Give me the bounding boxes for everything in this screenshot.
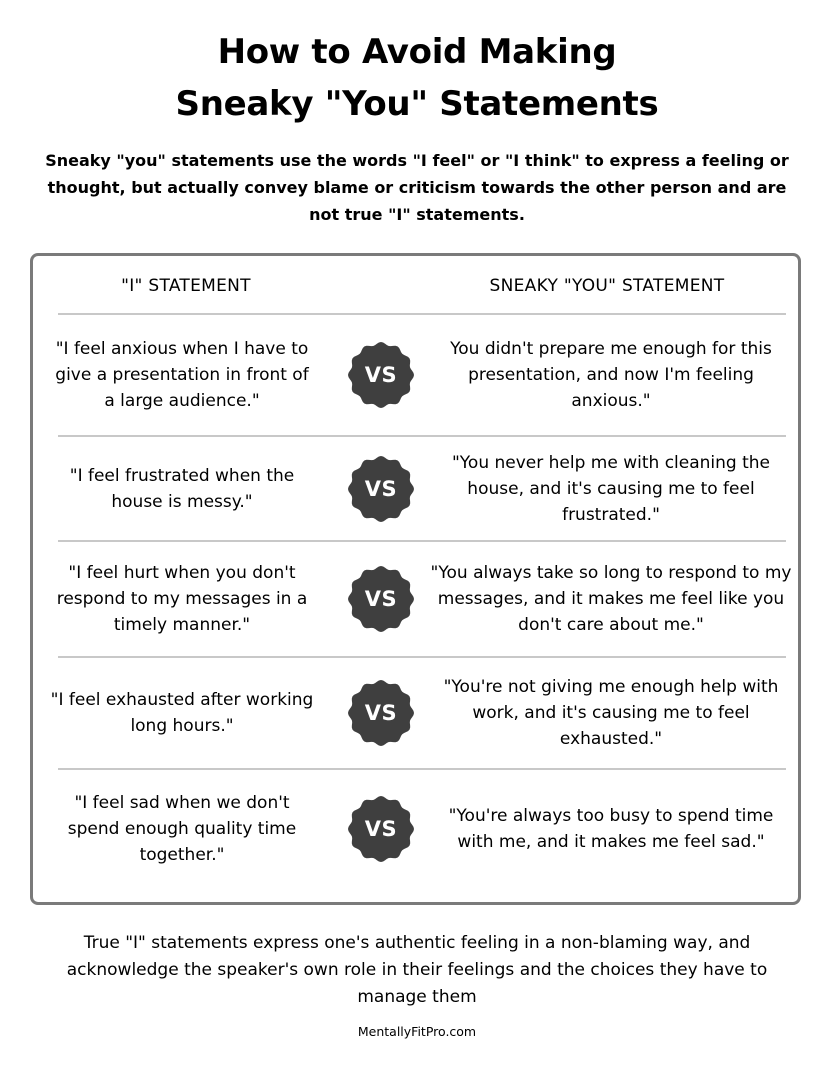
sneaky-you-statement: "You always take so long to respond to my messages, and it makes me feel like you don't care about me." bbox=[430, 563, 792, 635]
intro-description: Sneaky "you" statements use the words "I feel" or "I think" to express a feeling or thought, but actually convey blame or criticism towards the other person and are not true "I" statements. bbox=[45, 151, 789, 224]
sneaky-you-statement: "You never help me with cleaning the house, and it's causing me to feel frustrated." bbox=[451, 452, 771, 525]
vs-label: VS bbox=[364, 476, 398, 501]
i-statement: "I feel frustrated when the house is messy." bbox=[69, 465, 295, 512]
site-credit: MentallyFitPro.com bbox=[357, 1024, 477, 1039]
i-statement: "I feel hurt when you don't respond to my messages in a timely manner." bbox=[56, 563, 308, 635]
comparison-row bbox=[0, 542, 834, 656]
i-statement: "I feel anxious when I have to give a presentation in front of a large audience." bbox=[55, 339, 309, 411]
comparison-row bbox=[0, 315, 834, 435]
comparison-row bbox=[0, 658, 834, 768]
i-statement: "I feel exhausted after working long hours." bbox=[50, 690, 314, 736]
title-line-2: Sneaky "You" Statements bbox=[175, 84, 659, 124]
sneaky-you-statement: "You're always too busy to spend time with me, and it makes me feel sad." bbox=[448, 806, 774, 852]
page-title bbox=[0, 26, 834, 130]
footer-note: True "I" statements express one's authentic feeling in a non-blaming way, and acknowledge the speaker's own role in their feelings and the choices they have to manage them bbox=[66, 933, 768, 1007]
vs-badge-icon bbox=[347, 565, 415, 633]
title-line-1: How to Avoid Making bbox=[217, 32, 617, 72]
column-header-i-statement: "I" STATEMENT bbox=[121, 276, 251, 296]
vs-badge-icon bbox=[347, 341, 415, 409]
vs-label: VS bbox=[364, 587, 398, 611]
vs-badge-icon bbox=[347, 795, 415, 863]
comparison-row bbox=[0, 437, 834, 540]
column-header-you-statement: SNEAKY "YOU" STATEMENT bbox=[489, 276, 725, 296]
sneaky-you-statement: You didn't prepare me enough for this presentation, and now I'm feeling anxious." bbox=[450, 339, 772, 411]
vs-badge-icon bbox=[347, 679, 415, 747]
vs-label: VS bbox=[364, 817, 398, 841]
comparison-row bbox=[0, 770, 834, 888]
vs-label: VS bbox=[364, 701, 398, 725]
i-statement: "I feel sad when we don't spend enough quality time together." bbox=[67, 793, 297, 865]
vs-badge-icon bbox=[347, 455, 415, 523]
sneaky-you-statement: "You're not giving me enough help with work, and it's causing me to feel exhausted." bbox=[443, 677, 779, 749]
vs-label: VS bbox=[364, 363, 398, 387]
